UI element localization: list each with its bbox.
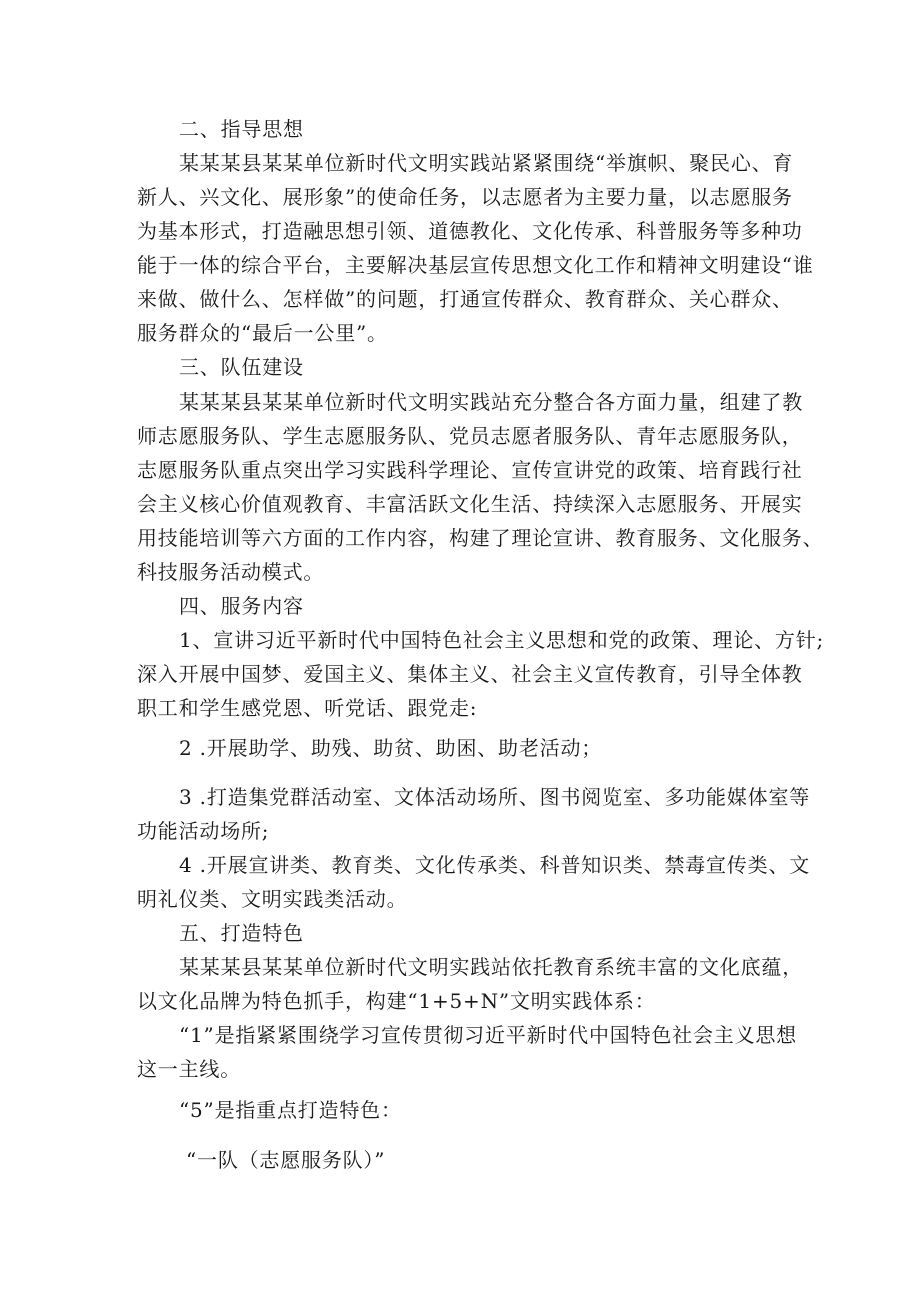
paragraph-line: 某某某县某某单位新时代文明实践站充分整合各方面力量，组建了教 <box>179 390 803 414</box>
heading-guiding-ideology: 二、指导思想 <box>179 117 304 141</box>
paragraph-line: “一队（志愿服务队）” <box>186 1148 386 1172</box>
paragraph-line: 功能活动场所; <box>137 819 270 843</box>
paragraph-line: 志愿服务队重点突出学习实践科学理论、宣传宣讲党的政策、培育践行社 <box>137 458 803 482</box>
paragraph-line: 明礼仪类、文明实践类活动。 <box>137 887 408 911</box>
paragraph-line: 服务群众的“最后一公里”。 <box>137 321 388 345</box>
list-item-1: 1、宣讲习近平新时代中国特色社会主义思想和党的政策、理论、方针; <box>179 628 825 652</box>
paragraph-line: 科技服务活动模式。 <box>137 560 325 584</box>
heading-build-features: 五、打造特色 <box>179 921 304 945</box>
paragraph-line: 会主义核心价值观教育、丰富活跃文化生活、持续深入志愿服务、开展实 <box>137 492 803 516</box>
paragraph-line: 以文化品牌为特色抓手，构建“1+5+N”文明实践体系： <box>137 989 656 1013</box>
paragraph-line: 来做、做什么、怎样做”的问题，打通宣传群众、教育群众、关心群众、 <box>137 287 793 311</box>
list-item-4: 4 .开展宣讲类、教育类、文化传承类、科普知识类、禁毒宣传类、文 <box>179 853 811 877</box>
paragraph-line: 深入开展中国梦、爱国主义、集体主义、社会主义宣传教育，引导全体教 <box>137 662 803 686</box>
paragraph-line: 用技能培训等六方面的工作内容，构建了理论宣讲、教育服务、文化服务、 <box>137 526 824 550</box>
paragraph-line: “5”是指重点打造特色： <box>179 1098 402 1122</box>
paragraph-line: 这一主线。 <box>137 1057 241 1081</box>
paragraph-line: 某某某县某某单位新时代文明实践站紧紧围绕“举旗帜、聚民心、育 <box>179 151 794 175</box>
paragraph-line: 新人、兴文化、展形象”的使命任务，以志愿者为主要力量，以志愿服务 <box>137 185 793 209</box>
heading-service-content: 四、服务内容 <box>179 594 304 618</box>
heading-team-building: 三、队伍建设 <box>179 355 304 379</box>
paragraph-line: 能于一体的综合平台，主要解决基层宣传思想文化工作和精神文明建设“谁 <box>137 253 814 277</box>
paragraph-line: 为基本形式，打造融思想引领、道德教化、文化传承、科普服务等多种功 <box>137 219 803 243</box>
paragraph-line: “1”是指紧紧围绕学习宣传贯彻习近平新时代中国特色社会主义思想 <box>179 1023 797 1047</box>
list-item-3: 3 .打造集党群活动室、文体活动场所、图书阅览室、多功能媒体室等 <box>179 785 811 809</box>
paragraph-line: 师志愿服务队、学生志愿服务队、党员志愿者服务队、青年志愿服务队， <box>137 424 803 448</box>
paragraph-line: 职工和学生感党恩、听党话、跟党走: <box>137 696 478 720</box>
paragraph-line: 某某某县某某单位新时代文明实践站依托教育系统丰富的文化底蕴， <box>179 955 803 979</box>
list-item-2: 2 .开展助学、助残、助贫、助困、助老活动； <box>179 736 603 760</box>
